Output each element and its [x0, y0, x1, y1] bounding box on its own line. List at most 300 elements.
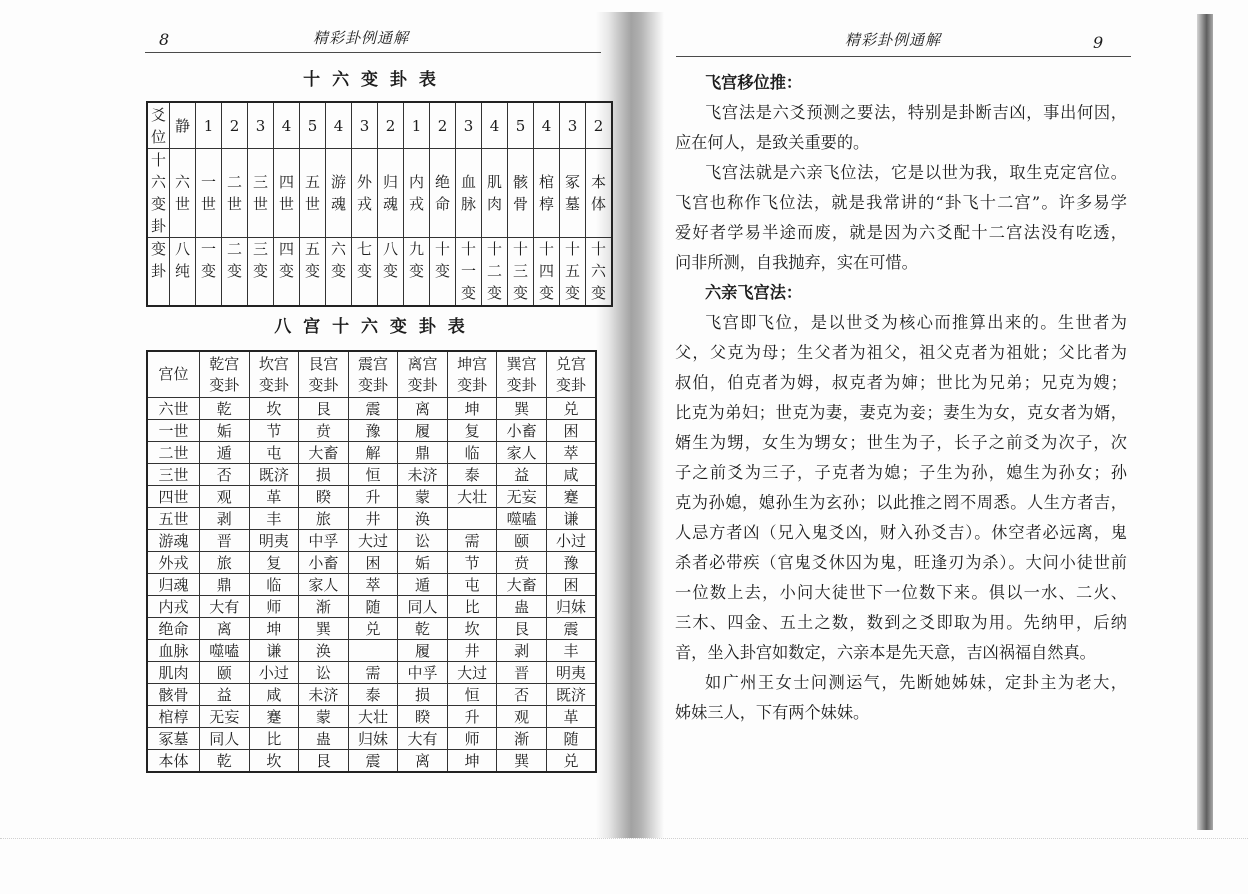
table2-cell: 屯: [447, 574, 497, 596]
table2-cell: 益: [200, 684, 250, 706]
text-line: 飞宫即飞位，是以世爻为核心而推算出来的。生世者为: [705, 313, 1127, 332]
table2-header-row: [147, 351, 596, 398]
table1-cell-text: 八变: [382, 240, 398, 280]
table2-column-header-text: 离宫变卦: [407, 354, 438, 394]
table2-cell: 中孚: [398, 662, 448, 684]
table2-cell: 明夷: [546, 662, 596, 684]
table2-cell: 蛊: [299, 728, 349, 750]
table2-cell: 睽: [398, 706, 448, 728]
table1-cell: [326, 149, 352, 238]
table2-row: [147, 442, 596, 464]
table2-cell: 旅: [200, 552, 250, 574]
table2-cell: 坎: [249, 750, 299, 773]
table2-cell: 坎: [249, 398, 299, 420]
table2-row-header: 五世: [147, 508, 200, 530]
table2-cell: 既济: [249, 464, 299, 486]
table2-row: [147, 530, 596, 552]
table1-cell: [534, 102, 560, 149]
table2-cell: 兑: [546, 398, 596, 420]
table2-cell: 损: [398, 684, 448, 706]
table2-cell: 恒: [348, 464, 398, 486]
table2-cell: 小过: [546, 530, 596, 552]
text-line: 一位数上去，小问大徒世下一位数下来。俱以一水、二火、: [675, 583, 1127, 602]
table1-cell: [508, 238, 534, 307]
table1-cell: [508, 102, 534, 149]
table2-cell: 泰: [447, 464, 497, 486]
table1-cell-text: 3: [359, 116, 370, 135]
table2-cell: 噬嗑: [200, 640, 250, 662]
table1-title: 十 六 变 卦 表: [303, 70, 439, 90]
table2-cell: 复: [249, 552, 299, 574]
eight-palace-table-body: [147, 351, 596, 772]
table2-row: [147, 750, 596, 773]
text-line: 父，父克为母；生父者为祖父，祖父克者为祖妣；父比者为: [675, 343, 1127, 362]
table1-cell-text: 一世: [200, 173, 216, 213]
table1-cell: [300, 149, 326, 238]
table2-cell: 大壮: [348, 706, 398, 728]
table1-cell-text: 静: [174, 116, 190, 135]
table1-cell-text: 冢墓: [564, 173, 580, 213]
table2-cell: 泰: [348, 684, 398, 706]
table2-cell: 履: [398, 640, 448, 662]
table2-cell: 睽: [299, 486, 349, 508]
table2-cell: 比: [249, 728, 299, 750]
table2-cell: 蒙: [398, 486, 448, 508]
table1-cell-text: 肌肉: [486, 173, 502, 213]
table1-cell-text: 1: [411, 116, 422, 135]
table2-cell: 乾: [200, 398, 250, 420]
text-line: 人忌方者凶（兄入鬼爻凶，财入孙爻吉）。休空者必远离，鬼: [675, 523, 1127, 542]
table2-cell: 颐: [200, 662, 250, 684]
table1-cell-text: 游魂: [330, 173, 346, 213]
table1-cell: [248, 238, 274, 307]
table1-cell-text: 五变: [304, 240, 320, 280]
table2-cell: 巽: [497, 398, 547, 420]
table2-cell: 否: [200, 464, 250, 486]
text-line: 婿生为甥，女生为甥女；世生为子，长子之前爻为次子，次: [675, 433, 1127, 452]
table1-cell-text: 十三变: [512, 240, 528, 302]
table2-cell: 艮: [299, 750, 349, 773]
table2-cell: 旅: [299, 508, 349, 530]
table1-row-header: [147, 149, 170, 238]
table2-cell: 讼: [398, 530, 448, 552]
table1-cell: [430, 102, 456, 149]
header-rule: [145, 52, 601, 53]
table1-cell: [222, 238, 248, 307]
table2-cell: 小畜: [299, 552, 349, 574]
table2-row-header: 游魂: [147, 530, 200, 552]
left-page: [0, 0, 620, 894]
table2-cell: 履: [398, 420, 448, 442]
table2-cell: 渐: [497, 728, 547, 750]
table2-cell: 蛊: [497, 596, 547, 618]
header-rule: [676, 56, 1131, 57]
table1-row-header: [147, 102, 170, 149]
paragraph: [675, 158, 1127, 278]
table2-column-header: [348, 351, 398, 398]
paragraph: [675, 668, 1127, 728]
table1-cell: [274, 102, 300, 149]
table2-column-header-text: 震宫变卦: [357, 354, 388, 394]
table2-cell: 恒: [447, 684, 497, 706]
table2-cell: 咸: [546, 464, 596, 486]
table2-cell: 同人: [398, 596, 448, 618]
table2-row: [147, 596, 596, 618]
table2-cell: 大有: [398, 728, 448, 750]
table2-cell: 需: [348, 662, 398, 684]
sixteen-change-table: [146, 101, 613, 307]
table2-cell: 兑: [348, 618, 398, 640]
table2-cell: 升: [447, 706, 497, 728]
table2-column-header: [147, 351, 200, 398]
table1-cell-text: 八纯: [174, 240, 190, 280]
table2-cell: 离: [398, 750, 448, 773]
table1-cell: [222, 149, 248, 238]
table2-cell: 家人: [299, 574, 349, 596]
table2-row: [147, 640, 596, 662]
table1-cell-text: 2: [385, 116, 396, 135]
table2-cell: 临: [249, 574, 299, 596]
table1-cell-text: 二世: [226, 173, 242, 213]
text-line: 飞宫法是六爻预测之要法，特别是卦断吉凶，事出何因，: [705, 103, 1127, 122]
table2-cell: 讼: [299, 662, 349, 684]
table2-cell: 萃: [348, 574, 398, 596]
table1-cell: [456, 238, 482, 307]
table2-cell: 豫: [348, 420, 398, 442]
table1-cell-text: 一变: [200, 240, 216, 280]
table2-cell: 震: [348, 750, 398, 773]
table2-row: [147, 662, 596, 684]
table2-cell: 无妄: [200, 706, 250, 728]
table2-cell: 否: [497, 684, 547, 706]
text-line: 比克为弟妇；世克为妻，妻克为妾；妻生为女，克女者为婿，: [675, 403, 1127, 422]
table2-cell: 咸: [249, 684, 299, 706]
table1-cell-text: 血脉: [460, 173, 476, 213]
table1-cell: [300, 238, 326, 307]
running-head: 精彩卦例通解: [313, 29, 410, 47]
table2-cell: 巽: [299, 618, 349, 640]
table2-column-header: [398, 351, 448, 398]
table2-row: [147, 618, 596, 640]
table1-cell-text: 七变: [356, 240, 372, 280]
table1-cell: [248, 102, 274, 149]
table1-cell: [300, 102, 326, 149]
table2-cell: 谦: [546, 508, 596, 530]
table2-cell: 剥: [200, 508, 250, 530]
table2-cell: 小畜: [497, 420, 547, 442]
text-line: 姊妹三人，下有两个妹妹。: [675, 703, 870, 722]
table1-cell-text: 2: [437, 116, 448, 135]
table2-cell: 未济: [299, 684, 349, 706]
table1-cell-text: 1: [203, 116, 214, 135]
table2-cell: 革: [249, 486, 299, 508]
right-page: [620, 0, 1248, 894]
table1-row: [147, 238, 612, 307]
table1-cell: [196, 102, 222, 149]
table1-cell: [534, 149, 560, 238]
table2-row-header: 内戎: [147, 596, 200, 618]
table2-row-header: 棺椁: [147, 706, 200, 728]
body-text: [675, 68, 1127, 728]
table2-cell: 萃: [546, 442, 596, 464]
table2-cell: 需: [447, 530, 497, 552]
table2-cell: 离: [200, 618, 250, 640]
table2-row-header: 冢墓: [147, 728, 200, 750]
table2-cell: 晋: [497, 662, 547, 684]
table2-row: [147, 706, 596, 728]
table1-cell: [586, 102, 613, 149]
table1-cell-text: 十五变: [564, 240, 580, 302]
table1-cell: [196, 149, 222, 238]
table2-row-header: 六世: [147, 398, 200, 420]
text-line: 爱好者学易半途而废，就是因为六爻配十二宫法没有吃透，: [675, 223, 1127, 242]
table2-row: [147, 684, 596, 706]
table2-cell: 贲: [497, 552, 547, 574]
table1-cell-text: 4: [333, 116, 344, 135]
table2-cell: 鼎: [200, 574, 250, 596]
table2-cell: 复: [447, 420, 497, 442]
text-line: 飞宫法就是六亲飞位法，它是以世为我，取生克定宫位。: [705, 163, 1127, 182]
table1-cell: [560, 102, 586, 149]
table2-row: [147, 398, 596, 420]
table2-cell: 师: [249, 596, 299, 618]
table2-row-header: 绝命: [147, 618, 200, 640]
text-line: 子之前爻为三子，子克者为媳；子生为孙，媳生为孙女；孙: [675, 463, 1127, 482]
table1-row-header-text: 十六变卦: [150, 151, 166, 235]
table1-cell: [274, 149, 300, 238]
table1-cell: [170, 238, 196, 307]
text-line: 如广州王女士问测运气，先断她姊妹，定卦主为老大，: [705, 673, 1127, 692]
table1-cell-text: 棺椁: [538, 173, 554, 213]
table2-row-header: 二世: [147, 442, 200, 464]
table1-cell-text: 归魂: [382, 173, 398, 213]
table2-cell: 涣: [398, 508, 448, 530]
table1-row-header: [147, 238, 170, 307]
table2-cell: 渐: [299, 596, 349, 618]
table2-row-header: 血脉: [147, 640, 200, 662]
table2-cell: 蒙: [299, 706, 349, 728]
table1-cell: [430, 149, 456, 238]
table2-cell: 丰: [249, 508, 299, 530]
table1-cell: [586, 238, 613, 307]
table2-column-header-text: 乾宫变卦: [209, 354, 240, 394]
table2-cell: [447, 508, 497, 530]
table1-cell-text: 十六变: [590, 240, 606, 302]
table1-cell-text: 十四变: [538, 240, 554, 302]
table2-cell: 节: [249, 420, 299, 442]
table2-cell: 涣: [299, 640, 349, 662]
table2-cell: 升: [348, 486, 398, 508]
table2-cell: 既济: [546, 684, 596, 706]
table2-row-header: 归魂: [147, 574, 200, 596]
text-line: 叔伯，伯克者为姆，叔克者为婶；世比为兄弟；兄克为嫂；: [675, 373, 1127, 392]
eight-palace-table: [146, 350, 597, 773]
table2-cell: 大过: [348, 530, 398, 552]
table1-cell-text: 本体: [590, 173, 606, 213]
table1-cell: [586, 149, 613, 238]
table1-cell: [352, 149, 378, 238]
table2-cell: 中孚: [299, 530, 349, 552]
table1-cell: [170, 149, 196, 238]
text-line: 音，坐入卦宫如数定，六亲本是先天意，吉凶祸福自然真。: [675, 643, 1096, 662]
table1-cell-text: 骸骨: [512, 173, 528, 213]
table1-cell: [222, 102, 248, 149]
table2-cell: 大有: [200, 596, 250, 618]
table1-cell-text: 4: [281, 116, 292, 135]
table1-cell-text: 外戎: [356, 173, 372, 213]
table1-cell-text: 4: [489, 116, 500, 135]
table1-cell-text: 3: [463, 116, 474, 135]
table1-cell: [352, 238, 378, 307]
table2-column-header: [200, 351, 250, 398]
table1-cell-text: 5: [515, 116, 526, 135]
table2-cell: 明夷: [249, 530, 299, 552]
table2-column-header-text: 巽宫变卦: [506, 354, 537, 394]
table1-cell: [456, 149, 482, 238]
table2-cell: 姤: [398, 552, 448, 574]
table2-cell: 乾: [398, 618, 448, 640]
table2-cell: [348, 640, 398, 662]
text-line: 应在何人，是致关重要的。: [675, 133, 870, 152]
table2-cell: 大畜: [299, 442, 349, 464]
table1-cell-text: 十变: [434, 240, 450, 280]
table2-column-header: [546, 351, 596, 398]
table2-cell: 震: [546, 618, 596, 640]
table2-cell: 大畜: [497, 574, 547, 596]
table2-cell: 离: [398, 398, 448, 420]
text-line: 杀者必带疾（官鬼爻休囚为鬼，旺逢刃为杀）。大问小徒世前: [675, 553, 1127, 572]
table1-row-header-text: 爻位: [150, 105, 166, 146]
table1-cell-text: 六变: [330, 240, 346, 280]
table2-row: [147, 464, 596, 486]
table2-cell: 解: [348, 442, 398, 464]
table2-cell: 姤: [200, 420, 250, 442]
paragraph: [675, 98, 1127, 158]
table2-cell: 井: [348, 508, 398, 530]
table2-cell: 遁: [200, 442, 250, 464]
table1-cell-text: 十一变: [460, 240, 476, 302]
table2-cell: 随: [348, 596, 398, 618]
table2-row-header: 一世: [147, 420, 200, 442]
table2-cell: 乾: [200, 750, 250, 773]
table1-cell: [352, 102, 378, 149]
table2-cell: 比: [447, 596, 497, 618]
table1-cell-text: 五世: [304, 173, 320, 213]
table1-cell: [482, 238, 508, 307]
table2-cell: 颐: [497, 530, 547, 552]
table2-cell: 小过: [249, 662, 299, 684]
table1-cell-text: 3: [255, 116, 266, 135]
table1-cell: [404, 238, 430, 307]
table1-cell: [326, 102, 352, 149]
table1-cell-text: 三世: [252, 173, 268, 213]
table1-cell-text: 4: [541, 116, 552, 135]
table2-cell: 剥: [497, 640, 547, 662]
table1-cell: [170, 102, 196, 149]
table2-column-header: [447, 351, 497, 398]
text-line: 飞宫也称作飞位法，就是我常讲的“卦飞十二宫”。许多易学: [675, 193, 1127, 212]
table1-cell: [274, 238, 300, 307]
table2-column-header-text: 坤宫变卦: [457, 354, 488, 394]
table2-row: [147, 552, 596, 574]
table1-cell: [482, 102, 508, 149]
table2-cell: 困: [546, 420, 596, 442]
table2-cell: 谦: [249, 640, 299, 662]
table2-column-header: [299, 351, 349, 398]
table2-cell: 革: [546, 706, 596, 728]
paragraph: [675, 308, 1127, 668]
table2-cell: 屯: [249, 442, 299, 464]
table1-cell: [404, 149, 430, 238]
table2-cell: 家人: [497, 442, 547, 464]
table2-cell: 困: [546, 574, 596, 596]
running-head: 精彩卦例通解: [845, 31, 942, 49]
table1-cell-text: 十二变: [486, 240, 502, 302]
table1-cell-text: 3: [567, 116, 578, 135]
table2-cell: 无妄: [497, 486, 547, 508]
table2-cell: 大过: [447, 662, 497, 684]
table2-cell: 大壮: [447, 486, 497, 508]
table2-cell: 豫: [546, 552, 596, 574]
section-heading: 飞宫移位推：: [705, 73, 803, 92]
table1-cell-text: 二变: [226, 240, 242, 280]
table2-cell: 益: [497, 464, 547, 486]
table2-row-header: 四世: [147, 486, 200, 508]
table2-cell: 师: [447, 728, 497, 750]
page-number: 8: [159, 30, 170, 49]
table2-cell: 噬嗑: [497, 508, 547, 530]
text-line: 问非所测，自我抛弃，实在可惜。: [675, 253, 918, 272]
table1-row: [147, 149, 612, 238]
table2-cell: 损: [299, 464, 349, 486]
table1-cell: [508, 149, 534, 238]
text-line: 克为孙媳，媳孙生为玄孙；以此推之罔不周悉。人生方者吉，: [675, 493, 1127, 512]
table1-cell: [534, 238, 560, 307]
table1-cell-text: 四世: [278, 173, 294, 213]
table1-cell: [430, 238, 456, 307]
table2-column-header-text: 坎宫变卦: [258, 354, 289, 394]
table2-cell: 坤: [447, 398, 497, 420]
table2-cell: 贲: [299, 420, 349, 442]
table2-cell: 坤: [447, 750, 497, 773]
table2-row: [147, 486, 596, 508]
table1-cell-text: 内戎: [408, 173, 424, 213]
table2-cell: 震: [348, 398, 398, 420]
sixteen-change-table-body: [147, 102, 612, 306]
table2-cell: 未济: [398, 464, 448, 486]
table2-row-header: 三世: [147, 464, 200, 486]
table2-cell: 艮: [299, 398, 349, 420]
table2-cell: 兑: [546, 750, 596, 773]
table2-cell: 同人: [200, 728, 250, 750]
table1-cell: [378, 102, 404, 149]
table2-cell: 归妹: [546, 596, 596, 618]
section-heading: 六亲飞宫法：: [705, 283, 803, 302]
table2-column-header-text: 艮宫变卦: [308, 354, 339, 394]
table2-cell: 艮: [497, 618, 547, 640]
table2-cell: 观: [497, 706, 547, 728]
page-number: 9: [1093, 33, 1104, 52]
table2-cell: 节: [447, 552, 497, 574]
table2-cell: 晋: [200, 530, 250, 552]
table1-cell-text: 六世: [174, 173, 190, 213]
table2-cell: 归妹: [348, 728, 398, 750]
table2-row: [147, 728, 596, 750]
table2-title: 八 宫 十 六 变 卦 表: [274, 317, 468, 337]
table1-cell: [560, 149, 586, 238]
table1-cell: [326, 238, 352, 307]
table2-cell: 丰: [546, 640, 596, 662]
